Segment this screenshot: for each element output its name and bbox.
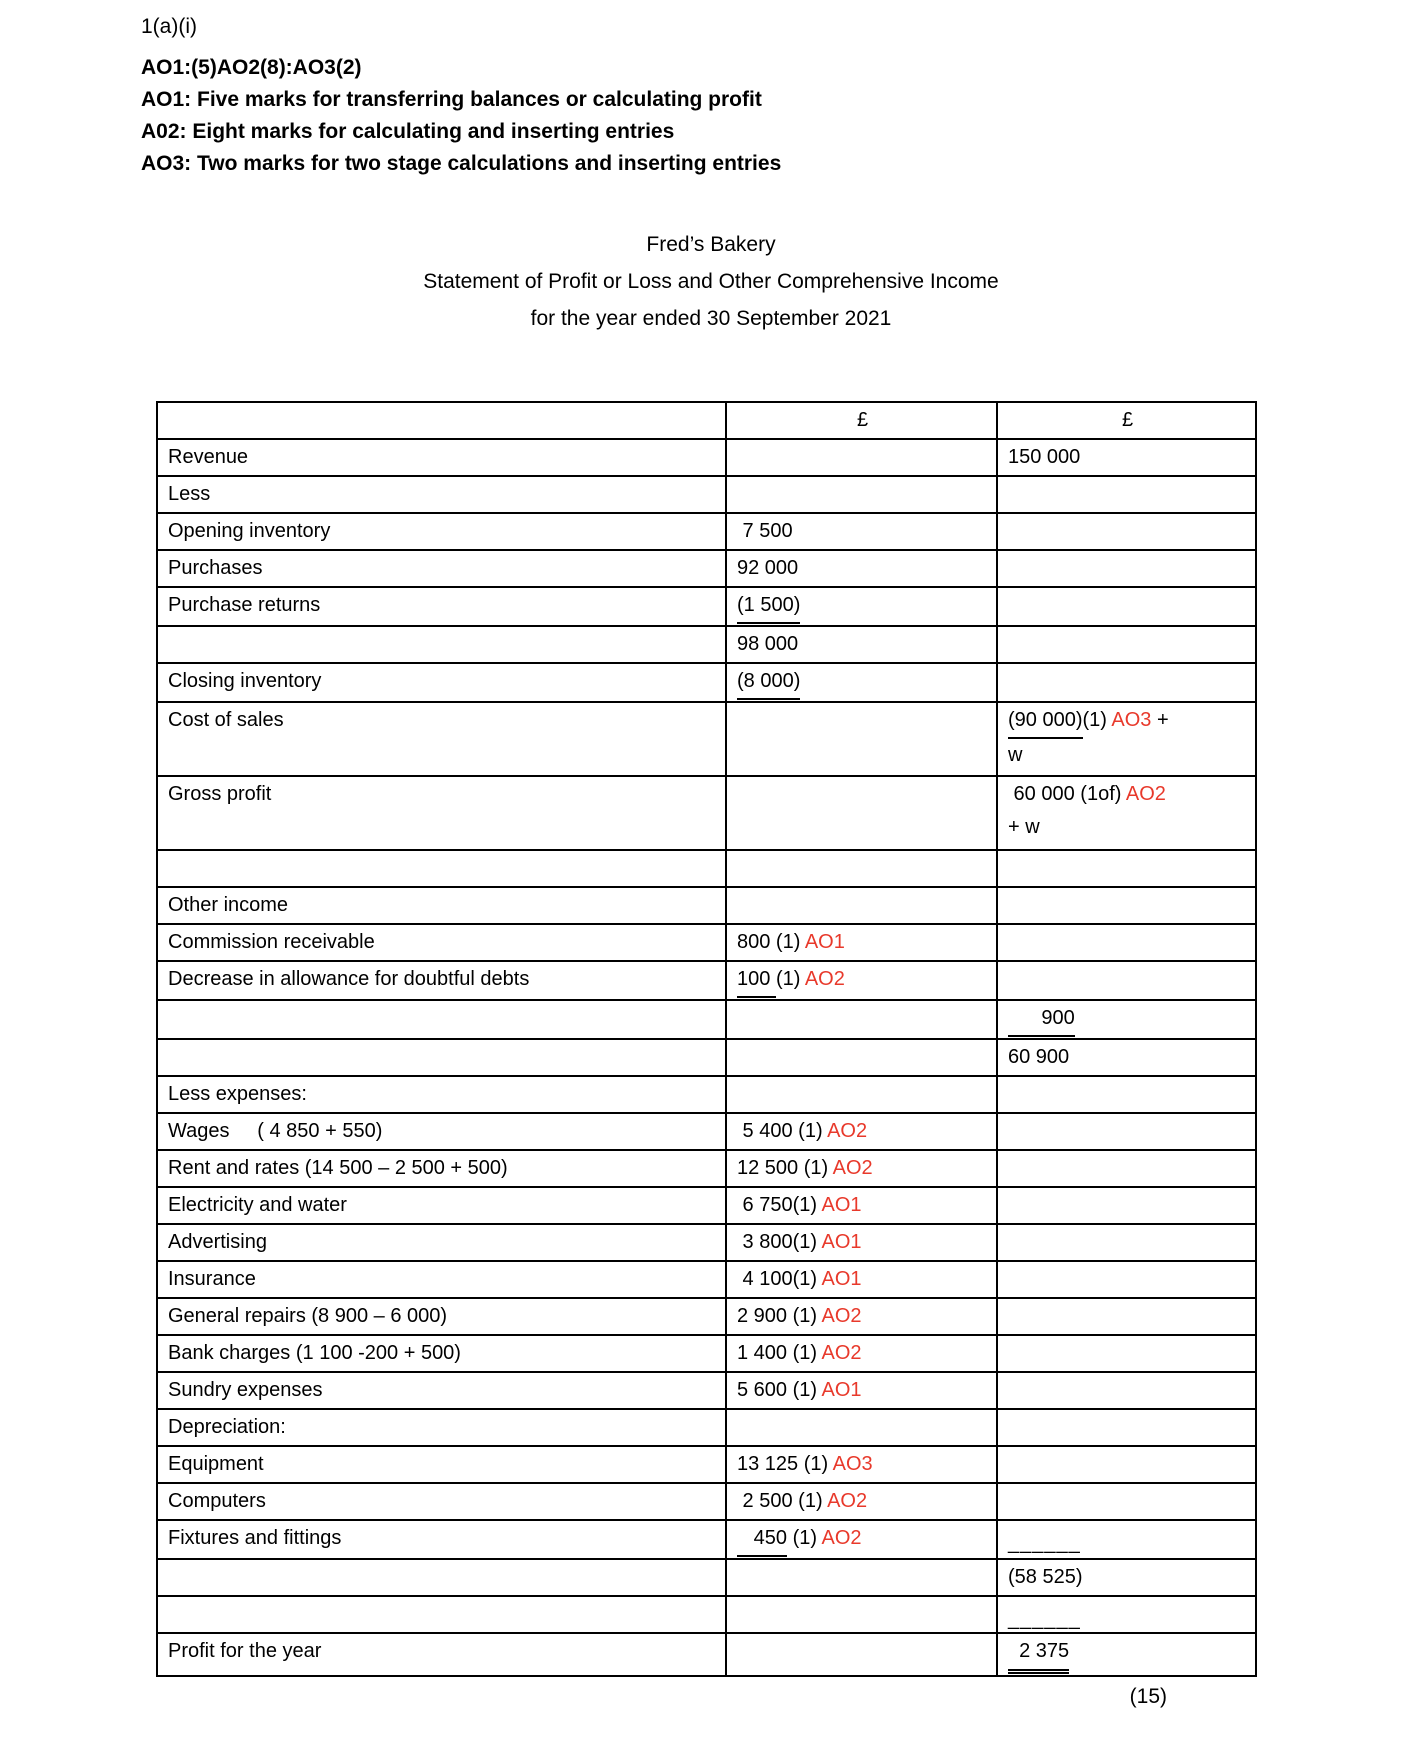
amount-text: 5 400 (1) [737,1120,828,1142]
amount-col1-cell [726,439,997,476]
table-row [157,1559,1256,1596]
amount-col1-cell [726,1520,997,1559]
table-row [157,663,1256,702]
row-label-cell: Cost of sales [157,702,726,776]
table-row [157,1150,1256,1187]
amount-col1-cell [726,1372,997,1409]
row-label-cell [157,626,726,663]
amount-col2-cell [997,1446,1256,1483]
row-label-cell [157,1596,726,1633]
amount-col2-cell [997,1298,1256,1335]
amount-text: 13 125 (1) [737,1453,833,1475]
amount-col2-cell [997,1633,1256,1676]
row-label-cell: Computers [157,1483,726,1520]
company-name: Fred’s Bakery [646,233,776,256]
row-label-cell: Bank charges (1 100 -200 + 500) [157,1335,726,1372]
table-row [157,439,1256,476]
amount-col1-cell [726,924,997,961]
amount-col1-cell [726,587,997,626]
table-row [157,1596,1256,1633]
amount-col1-cell [726,1483,997,1520]
amount-col1-cell [726,1559,997,1596]
table-row [157,550,1256,587]
assessment-objective-tag: AO1 [821,1268,862,1290]
amount-col2-cell [997,1372,1256,1409]
amount-text: 6 750(1) [737,1194,822,1216]
ruled-line: ______ [1008,1532,1081,1554]
amount-col2-cell: 60 900 [997,1039,1256,1076]
amount-col2-cell [997,1224,1256,1261]
table-row [157,1335,1256,1372]
table-row [157,1224,1256,1261]
amount-text: (90 000) [1008,704,1083,739]
financial-statement-table [156,401,1257,1677]
row-label-cell: Depreciation: [157,1409,726,1446]
amount-col2-cell [997,550,1256,587]
amount-col1-cell [726,1633,997,1676]
amount-text: 12 500 (1) [737,1157,833,1179]
amount-col2-cell [997,1335,1256,1372]
amount-col2-cell [997,1113,1256,1150]
assessment-objective-tag: AO2 [827,1490,868,1512]
row-label-cell: Sundry expenses [157,1372,726,1409]
amount-col2-cell [997,1261,1256,1298]
assessment-objective-tag: AO2 [821,1527,862,1549]
statement-title-block [0,226,1422,337]
row-label-cell: Electricity and water [157,1187,726,1224]
amount-col2-cell [997,887,1256,924]
amount-text: 4 100(1) [737,1268,822,1290]
amount-text: 100 [737,963,776,998]
table-row [157,1446,1256,1483]
amount-col2-cell: (58 525) [997,1559,1256,1596]
ruled-line: ______ [1008,1608,1081,1630]
amount-col2-cell [997,924,1256,961]
amount-text: 60 000 (1of) [1008,783,1126,805]
table-row [157,850,1256,887]
amount-col2-cell [997,1520,1256,1559]
amount-col2-cell [997,776,1256,850]
assessment-objective-tag: AO3 [1111,709,1152,731]
assessment-objective-tag: AO2 [804,968,845,990]
table-row [157,1633,1256,1676]
row-label-cell [157,1039,726,1076]
mark-scheme-block [141,52,1422,180]
amount-col1-cell [726,1039,997,1076]
table-row [157,513,1256,550]
amount-col1-cell [726,1446,997,1483]
row-label-cell: Rent and rates (14 500 – 2 500 + 500) [157,1150,726,1187]
row-label-cell: Wages ( 4 850 + 550) [157,1113,726,1150]
row-label-cell: General repairs (8 900 – 6 000) [157,1298,726,1335]
table-row [157,1113,1256,1150]
row-label-cell: Purchases [157,550,726,587]
table-row [157,1372,1256,1409]
amount-text: 800 (1) [737,931,805,953]
amount-col2-cell [997,1409,1256,1446]
row-label-cell [157,1000,726,1039]
document-page [0,12,1422,1744]
row-label-header [157,402,726,439]
table-row [157,924,1256,961]
assessment-objective-tag: AO1 [804,931,845,953]
assessment-objective-tag: AO1 [821,1379,862,1401]
mark-scheme-ao1: AO1: Five marks for transferring balances or calculating profit [141,88,762,111]
amount-text: (1) [1082,709,1112,731]
amount-col1-cell [726,1187,997,1224]
row-label-cell: Commission receivable [157,924,726,961]
row-label-cell: Fixtures and fittings [157,1520,726,1559]
table-row [157,1076,1256,1113]
table-row [157,702,1256,776]
table-body [157,439,1256,1676]
amount-col1-cell: 7 500 [726,513,997,550]
table-row [157,1520,1256,1559]
amount-col2-cell [997,1596,1256,1633]
row-label-cell [157,1559,726,1596]
amount-text: 3 800(1) [737,1231,822,1253]
row-label-cell: Less expenses: [157,1076,726,1113]
amount-col1-cell [726,476,997,513]
mark-scheme-summary: AO1:(5)AO2(8):AO3(2) [141,56,362,79]
amount-text: + [1151,709,1169,731]
row-label-cell: Less [157,476,726,513]
table-row [157,1298,1256,1335]
amount-col2-cell [997,961,1256,1000]
assessment-objective-tag: AO3 [832,1453,873,1475]
amount-text: (1 500) [737,589,800,624]
amount-col2-cell [997,476,1256,513]
assessment-objective-tag: AO2 [1125,783,1166,805]
amount-col2-cell [997,513,1256,550]
total-marks: (15) [1129,1685,1167,1708]
assessment-objective-tag: AO2 [827,1120,868,1142]
table-row [157,776,1256,850]
amount-col1-cell: 92 000 [726,550,997,587]
amount-text: (1) [787,1527,822,1549]
row-label-cell: Gross profit [157,776,726,850]
amount-text: 2 500 (1) [737,1490,828,1512]
amount-col1-cell [726,1224,997,1261]
amount-col1-cell [726,1076,997,1113]
mark-scheme-ao3: AO3: Two marks for two stage calculations and inserting entries [141,152,782,175]
amount-col2-cell [997,702,1256,776]
amount-text: 900 [1008,1002,1075,1037]
row-label-cell: Closing inventory [157,663,726,702]
amount-col1-cell [726,1261,997,1298]
amount-col2-cell [997,1000,1256,1039]
row-label-cell: Profit for the year [157,1633,726,1676]
amount-col1-cell [726,887,997,924]
amount-col2-cell [997,626,1256,663]
currency-header-col1: £ [726,402,997,439]
amount-text: (8 000) [737,665,800,700]
table-row [157,1483,1256,1520]
amount-col2-cell [997,1187,1256,1224]
amount-col1-cell [726,1409,997,1446]
amount-text: w [1008,744,1023,766]
amount-col1-cell [726,1150,997,1187]
table-row [157,1187,1256,1224]
question-ref: 1(a)(i) [141,15,197,38]
amount-col2-cell: 150 000 [997,439,1256,476]
amount-col2-cell [997,1150,1256,1187]
amount-col1-cell: 98 000 [726,626,997,663]
amount-col1-cell [726,1335,997,1372]
assessment-objective-tag: AO2 [832,1157,873,1179]
row-label-cell: Revenue [157,439,726,476]
row-label-cell: Other income [157,887,726,924]
table-row [157,1039,1256,1076]
table-row [157,587,1256,626]
amount-col1-cell [726,1596,997,1633]
amount-col1-cell [726,663,997,702]
amount-col1-cell [726,776,997,850]
amount-col1-cell [726,850,997,887]
amount-col2-cell [997,663,1256,702]
amount-text: 1 400 (1) [737,1342,822,1364]
table-row [157,476,1256,513]
table-row [157,961,1256,1000]
mark-scheme-ao2: A02: Eight marks for calculating and inserting entries [141,120,675,143]
assessment-objective-tag: AO1 [821,1194,862,1216]
amount-col1-cell [726,1298,997,1335]
row-label-cell: Equipment [157,1446,726,1483]
amount-col1-cell [726,961,997,1000]
amount-text: (1) [775,968,805,990]
currency-header-col2: £ [997,402,1256,439]
amount-text: 450 [737,1522,787,1557]
amount-text: 2 375 [1008,1635,1069,1674]
table-row [157,1409,1256,1446]
table-row [157,1000,1256,1039]
assessment-objective-tag: AO2 [821,1305,862,1327]
row-label-cell: Decrease in allowance for doubtful debts [157,961,726,1000]
amount-col2-cell [997,1483,1256,1520]
row-label-cell [157,850,726,887]
table-row [157,1261,1256,1298]
amount-col1-cell [726,1000,997,1039]
amount-col1-cell [726,1113,997,1150]
amount-text: + w [1008,816,1040,838]
row-label-cell: Purchase returns [157,587,726,626]
amount-col2-cell [997,850,1256,887]
statement-period: for the year ended 30 September 2021 [530,307,892,330]
table-row [157,626,1256,663]
amount-col2-cell [997,587,1256,626]
amount-text: 5 600 (1) [737,1379,822,1401]
row-label-cell: Insurance [157,1261,726,1298]
amount-col2-cell [997,1076,1256,1113]
table-header-row [157,402,1256,439]
amount-col1-cell [726,702,997,776]
assessment-objective-tag: AO1 [821,1231,862,1253]
row-label-cell: Advertising [157,1224,726,1261]
amount-text: 2 900 (1) [737,1305,822,1327]
row-label-cell: Opening inventory [157,513,726,550]
statement-name: Statement of Profit or Loss and Other Comprehensive Income [423,270,999,293]
table-row [157,887,1256,924]
assessment-objective-tag: AO2 [821,1342,862,1364]
